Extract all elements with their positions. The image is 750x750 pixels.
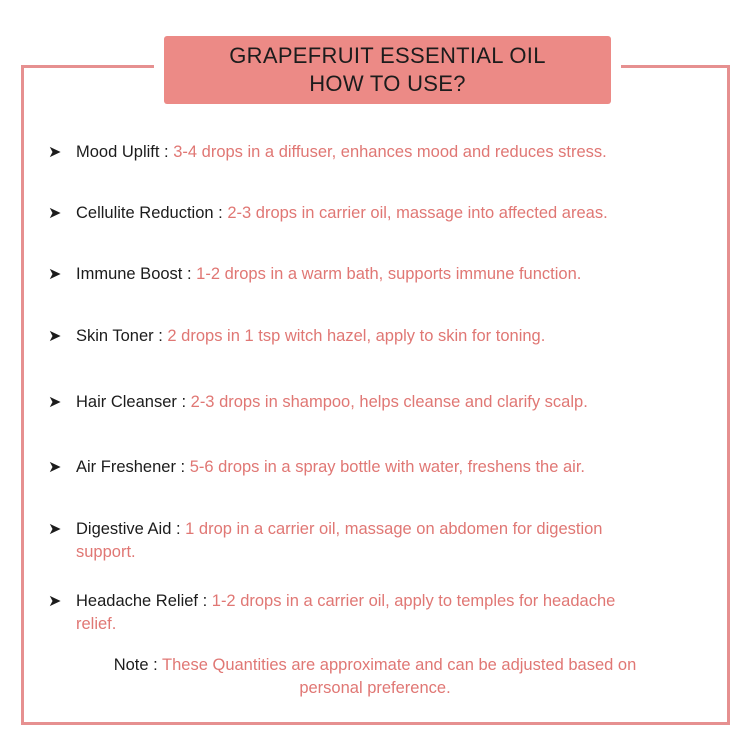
use-item-headache-relief xyxy=(48,590,708,635)
use-item-cellulite-reduction xyxy=(48,202,708,225)
arrow-bullet-icon: ➤ xyxy=(48,593,62,610)
use-text: 2-3 drops in carrier oil, massage into affected areas. xyxy=(227,204,608,222)
use-item-mood-uplift xyxy=(48,141,708,164)
use-label: Digestive Aid : xyxy=(76,520,181,538)
arrow-bullet-icon: ➤ xyxy=(48,521,62,538)
use-label: Mood Uplift : xyxy=(76,143,169,161)
use-label: Air Freshener : xyxy=(76,458,186,476)
use-text: 3-4 drops in a diffuser, enhances mood and reduces stress. xyxy=(173,143,607,161)
arrow-bullet-icon: ➤ xyxy=(48,394,62,411)
use-text: 1-2 drops in a warm bath, supports immune function. xyxy=(196,265,582,283)
arrow-bullet-icon: ➤ xyxy=(48,459,62,476)
note-text-continued: personal preference. xyxy=(299,679,451,697)
use-item-digestive-aid xyxy=(48,518,708,563)
arrow-bullet-icon: ➤ xyxy=(48,205,62,222)
note-text: These Quantities are approximate and can be adjusted based on xyxy=(162,656,637,674)
use-item-skin-toner xyxy=(48,325,708,348)
arrow-bullet-icon: ➤ xyxy=(48,328,62,345)
use-text-continued: relief. xyxy=(76,615,117,633)
use-item-immune-boost xyxy=(48,263,708,286)
use-text: 5-6 drops in a spray bottle with water, freshens the air. xyxy=(189,458,586,476)
use-label: Skin Toner : xyxy=(76,327,163,345)
use-label: Cellulite Reduction : xyxy=(76,204,223,222)
use-item-hair-cleanser xyxy=(48,391,708,414)
use-label: Headache Relief : xyxy=(76,592,208,610)
use-item-air-freshener xyxy=(48,456,708,479)
title-line-1: GRAPEFRUIT ESSENTIAL OIL xyxy=(229,43,546,68)
arrow-bullet-icon: ➤ xyxy=(48,144,62,161)
arrow-bullet-icon: ➤ xyxy=(48,266,62,283)
use-text: 2-3 drops in shampoo, helps cleanse and clarify scalp. xyxy=(190,393,588,411)
title-banner xyxy=(164,36,611,104)
use-text-continued: support. xyxy=(76,543,136,561)
title-line-2: HOW TO USE? xyxy=(309,71,466,96)
use-text: 1 drop in a carrier oil, massage on abdomen for digestion xyxy=(185,520,603,538)
use-text: 2 drops in 1 tsp witch hazel, apply to skin for toning. xyxy=(167,327,546,345)
use-label: Hair Cleanser : xyxy=(76,393,187,411)
note-label: Note : xyxy=(113,656,158,674)
use-label: Immune Boost : xyxy=(76,265,192,283)
use-text: 1-2 drops in a carrier oil, apply to temples for headache xyxy=(211,592,616,610)
note-block xyxy=(60,654,690,700)
